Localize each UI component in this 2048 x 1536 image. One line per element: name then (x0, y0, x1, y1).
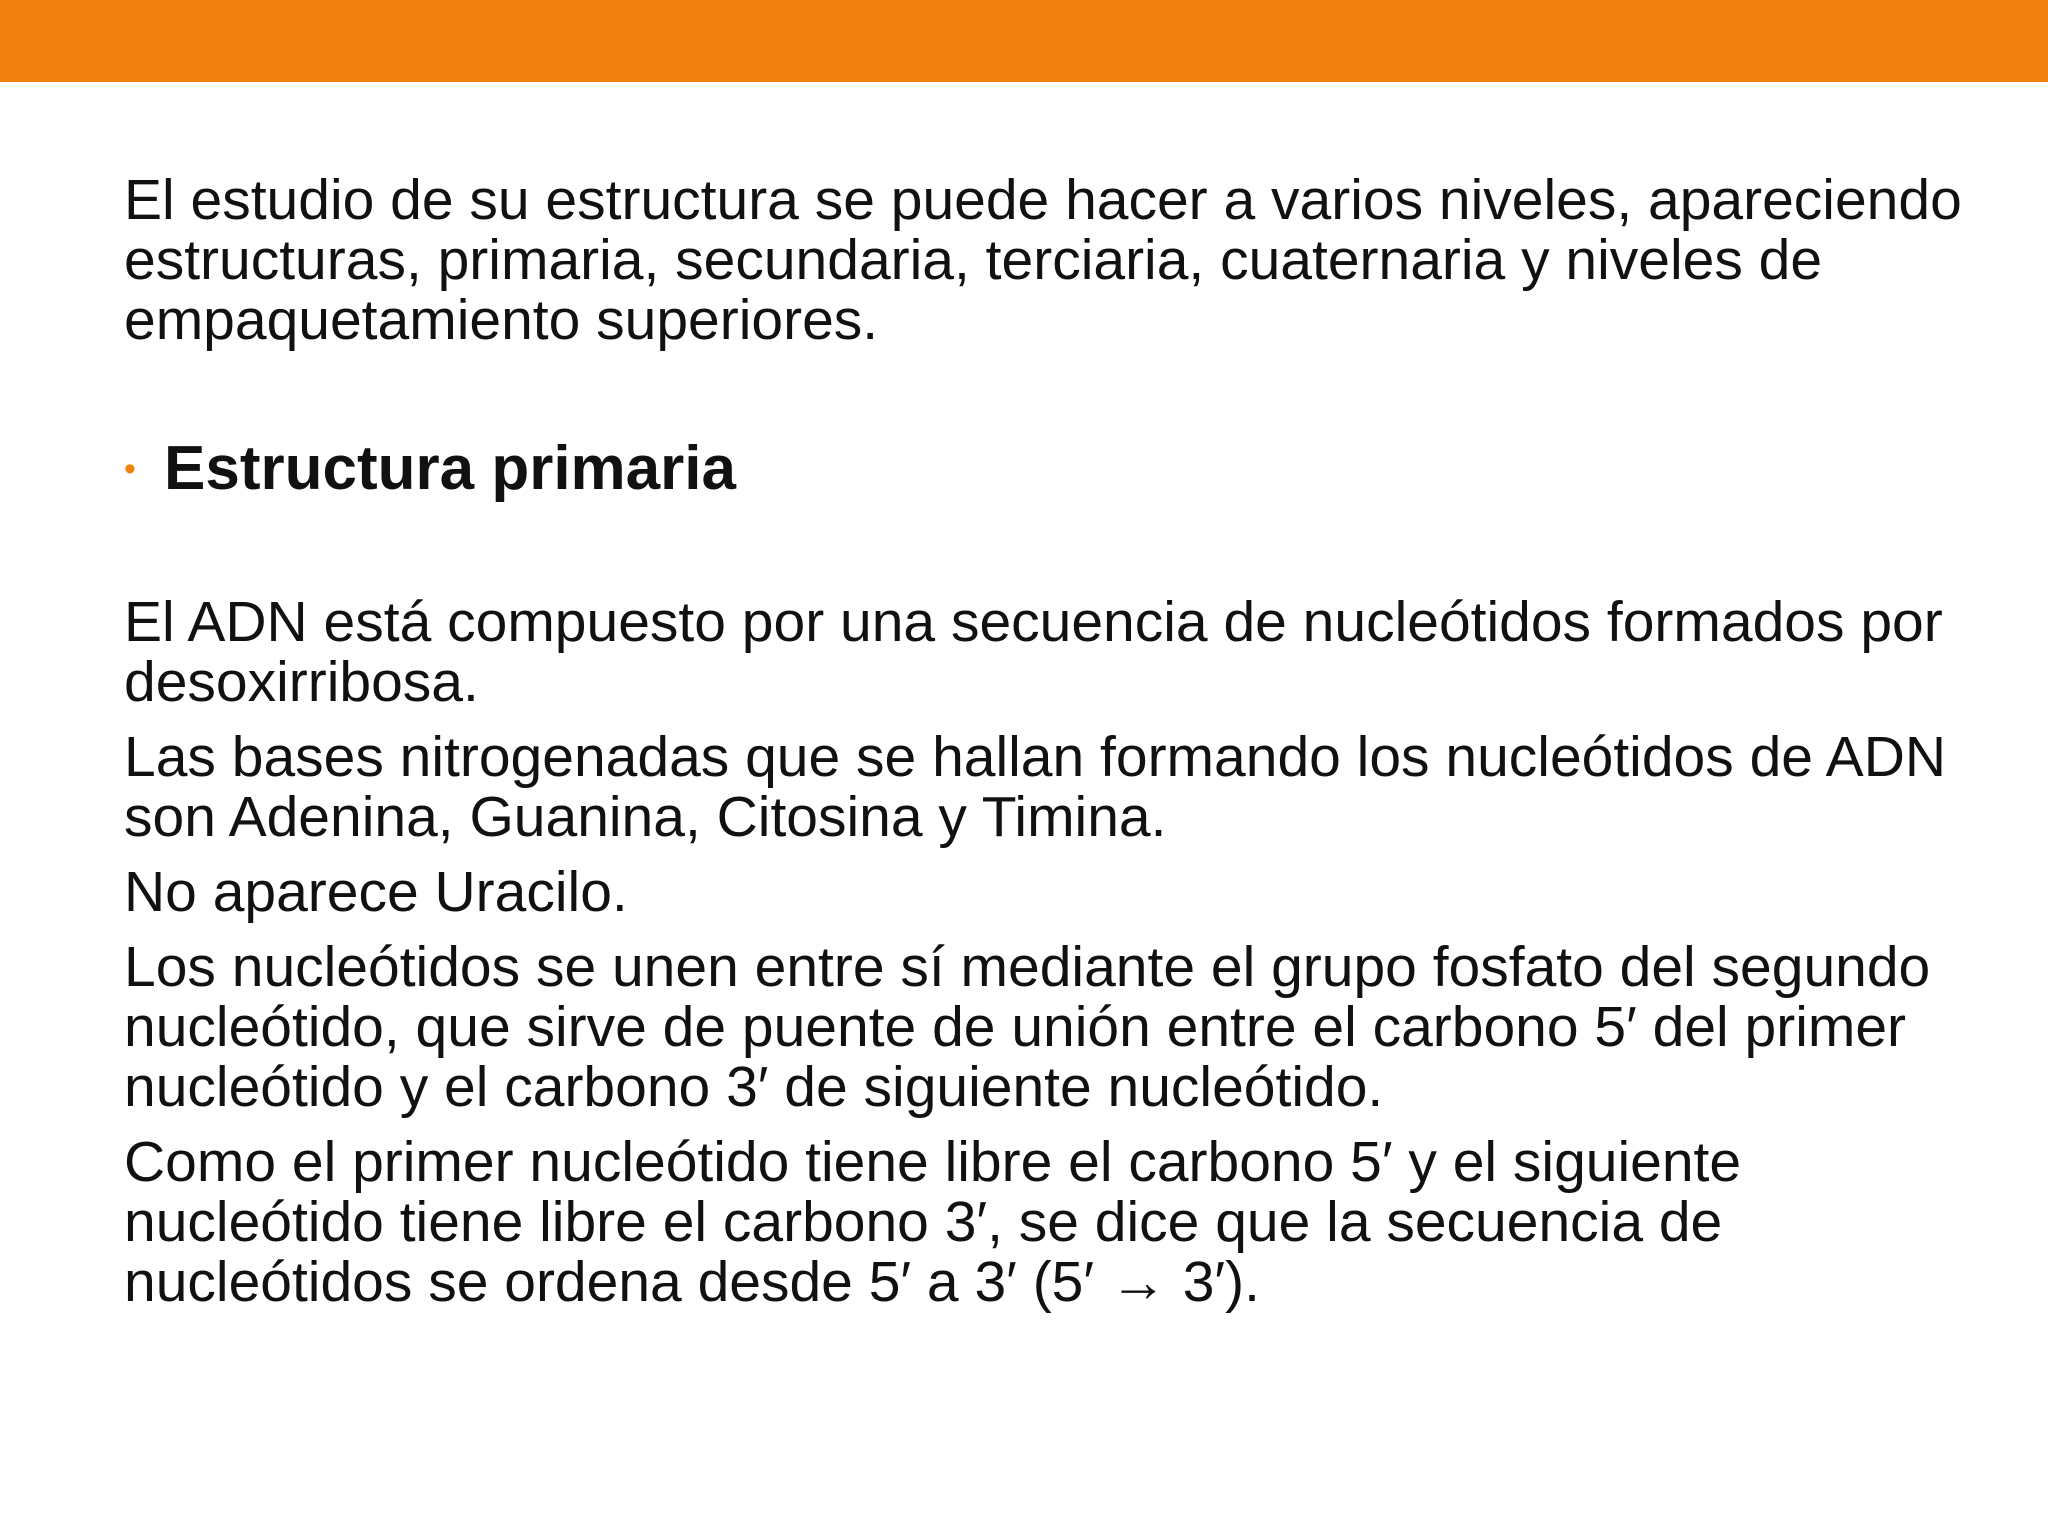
paragraph-nitrogen-bases: Las bases nitrogenadas que se hallan formando los nucleótidos de ADN son Adenina, Guanina, Citosina y Timina. (124, 725, 1947, 849)
intro-paragraph: El estudio de su estructura se puede hacer a varios niveles, apareciendo estructuras, primaria, secundaria, terciaria, cuaternaria y niveles de empaquetamiento superiores. (124, 168, 1962, 352)
paragraph-no-uracil: No aparece Uracilo. (124, 860, 628, 924)
paragraph-adn-composition: El ADN está compuesto por una secuencia de nucleótidos formados por desoxirribosa. (124, 590, 1943, 714)
top-accent-bar (0, 0, 2048, 82)
section-heading: Estructura primaria (164, 434, 736, 503)
bullet-icon: • (124, 450, 136, 488)
paragraph-phosphate-bond: Los nucleótidos se unen entre sí mediante el grupo fosfato del segundo nucleótido, que sirve de puente de unión entre el carbono 5′ del primer nucleótido y el carbono 3′ de siguiente nucleótido. (124, 935, 1931, 1119)
slide-content (124, 170, 1964, 1327)
paragraph-sequence-direction: Como el primer nucleótido tiene libre el carbono 5′ y el siguiente nucleótido tiene libre el carbono 3′, se dice que la secuencia de nucleótidos se ordena desde 5′ a 3′ (5′ → 3′). (124, 1130, 1742, 1314)
section-heading-row (124, 434, 1964, 504)
body-paragraphs (124, 592, 1964, 1312)
